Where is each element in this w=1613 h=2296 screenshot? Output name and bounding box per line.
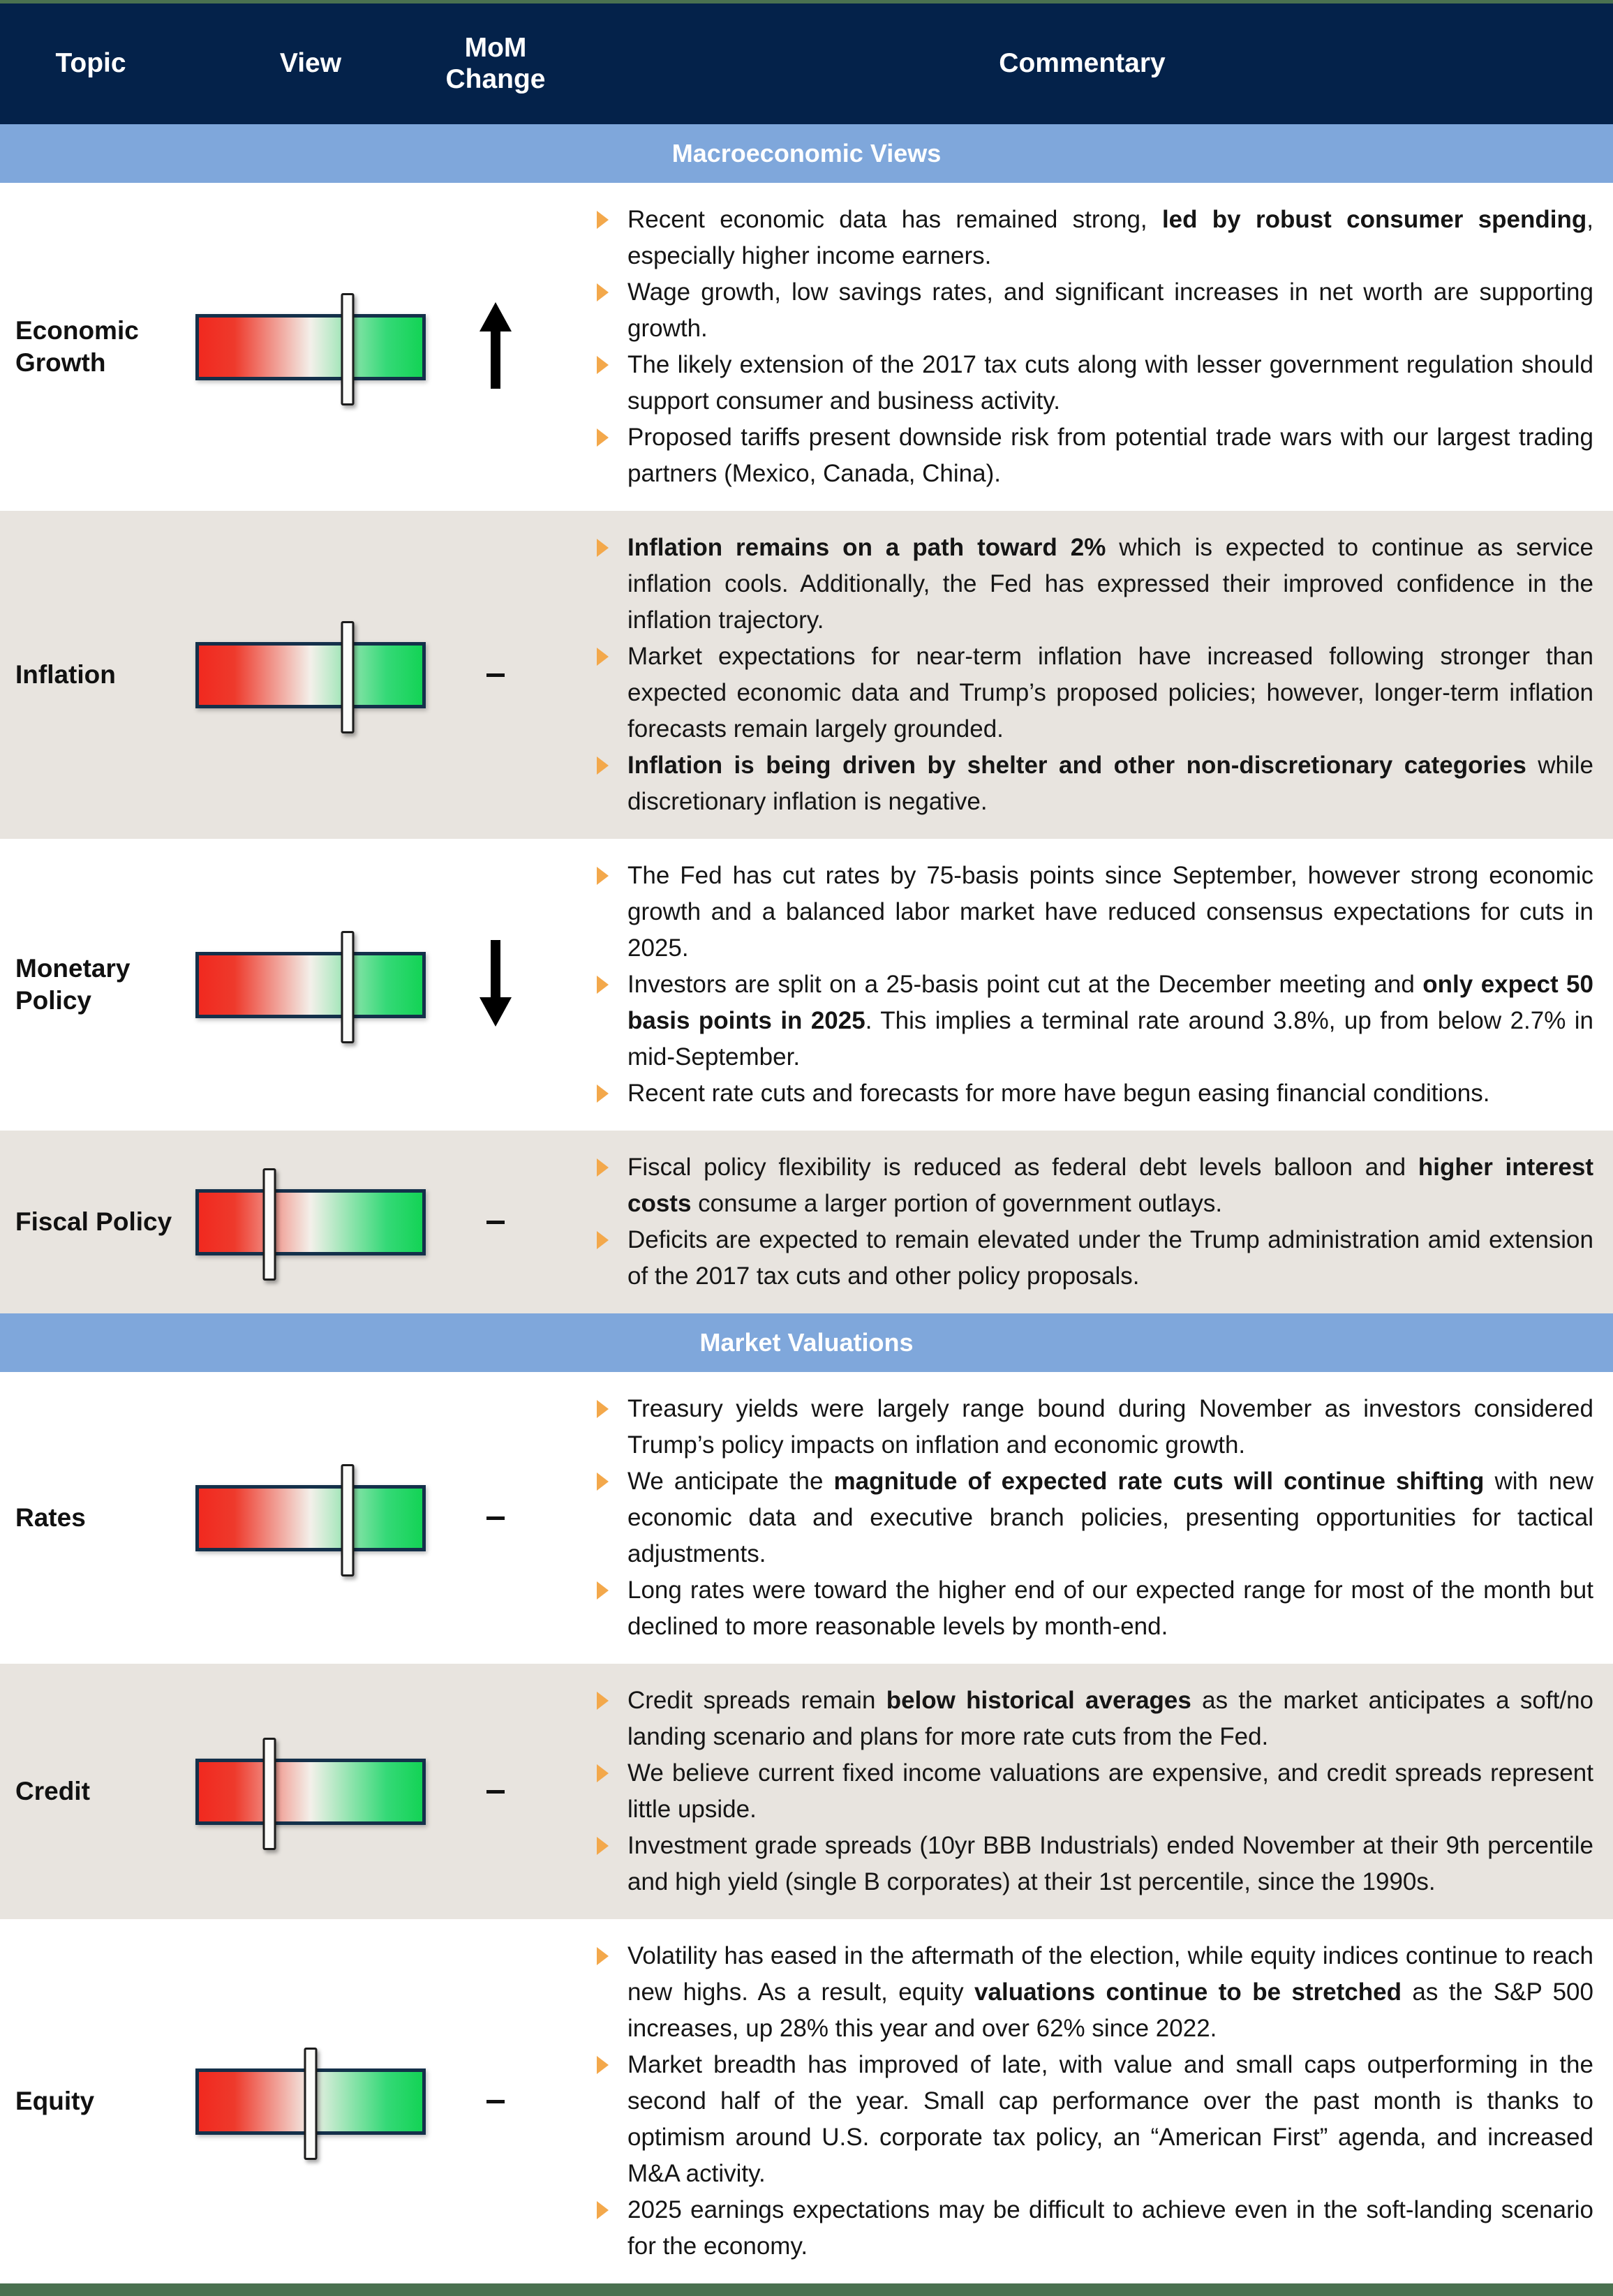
bullet-text: Fiscal policy flexibility is reduced as federal debt levels balloon and higher interest costs consume a larger portion of government outlays. (627, 1154, 1593, 1217)
view-cell (195, 952, 426, 1018)
commentary-list (551, 1149, 1613, 1295)
table-row (0, 1372, 1613, 1664)
bullet-triangle-icon (597, 539, 609, 557)
view-slider (195, 1485, 426, 1551)
slider-gradient-track (195, 1759, 426, 1825)
table-row (0, 511, 1613, 839)
commentary-bullet (597, 347, 1593, 419)
commentary-list (551, 858, 1613, 1112)
commentary-bullet (597, 202, 1593, 274)
topic-label: Monetary Policy (15, 953, 131, 1015)
table-row (0, 1919, 1613, 2283)
slider-gradient-track (195, 642, 426, 708)
bullet-triangle-icon (597, 1400, 609, 1418)
commentary-bullet (597, 1075, 1593, 1112)
slider-marker (262, 1168, 276, 1281)
slider-gradient-track (195, 1485, 426, 1551)
table-body (0, 124, 1613, 2283)
commentary-bullet (597, 2192, 1593, 2265)
bullet-triangle-icon (597, 2056, 609, 2074)
bullet-text: Recent economic data has remained strong, led by robust consumer spending, especially higher income earners. (627, 206, 1593, 269)
bullet-triangle-icon (597, 1581, 609, 1600)
commentary-bullet (597, 1222, 1593, 1295)
bullet-triangle-icon (597, 1473, 609, 1491)
mom-change-cell (480, 940, 512, 1030)
mom-change-cell (486, 2100, 505, 2103)
topic-label: Economic Growth (15, 315, 139, 377)
bullet-text: 2025 earnings expectations may be difficult to achieve even in the soft-landing scenario for the economy. (627, 2196, 1593, 2260)
bullet-triangle-icon (597, 211, 609, 229)
slider-marker (304, 2048, 318, 2160)
table-row (0, 183, 1613, 511)
bullet-triangle-icon (597, 1231, 609, 1249)
commentary-bullet (597, 1149, 1593, 1222)
commentary-list (551, 530, 1613, 820)
bullet-triangle-icon (597, 648, 609, 666)
topic-label: Equity (15, 2086, 95, 2115)
section-title: Market Valuations (699, 1328, 914, 1357)
bullet-triangle-icon (597, 1158, 609, 1177)
bottom-accent-bar (0, 2283, 1613, 2296)
commentary-list (551, 1683, 1613, 1900)
slider-marker (262, 1738, 276, 1850)
bullet-text: Deficits are expected to remain elevated under the Trump administration amid extension of the 2017 tax cuts and other policy proposals. (627, 1226, 1593, 1290)
bullet-triangle-icon (597, 428, 609, 447)
bullet-text: Investment grade spreads (10yr BBB Industrials) ended November at their 9th percentile and high yield (single B corporates) at their 1st percentile, since the 1990s. (627, 1832, 1593, 1895)
bullet-text: Market breadth has improved of late, with value and small caps outperforming in the second half of the year. Small cap performance over the past month is thanks to optimism around U.S. corporate tax policy, an “American First” agenda, and increased M&A activity. (627, 2051, 1593, 2187)
column-header-view: View (279, 48, 342, 79)
bullet-triangle-icon (597, 356, 609, 374)
commentary-bullet (597, 858, 1593, 967)
view-slider (195, 1189, 426, 1255)
bullet-text: Credit spreads remain below historical averages as the market anticipates a soft/no landing scenario and plans for more rate cuts from the Fed. (627, 1687, 1593, 1750)
bullet-triangle-icon (597, 867, 609, 885)
view-cell (195, 1189, 426, 1255)
commentary-bullet (597, 967, 1593, 1075)
table-row (0, 839, 1613, 1131)
bullet-text: Inflation is being driven by shelter and other non-discretionary categories while discretionary inflation is negative. (627, 752, 1594, 815)
topic-label: Rates (15, 1503, 86, 1532)
mom-change-cell (486, 673, 505, 677)
bullet-triangle-icon (597, 976, 609, 994)
slider-marker (341, 931, 354, 1043)
table-row (0, 1664, 1613, 1919)
section-header (0, 1313, 1613, 1372)
table-header (0, 3, 1613, 124)
mom-unchanged-dash-icon (486, 2100, 505, 2103)
slider-marker (341, 293, 354, 405)
commentary-bullet (597, 1572, 1593, 1645)
commentary-bullet (597, 639, 1593, 747)
column-header-commentary: Commentary (999, 48, 1166, 79)
column-header-mom-change: MoM Change (445, 32, 546, 94)
view-cell (195, 642, 426, 708)
bullet-text: Recent rate cuts and forecasts for more have begun easing financial conditions. (627, 1080, 1490, 1107)
slider-gradient-track (195, 1189, 426, 1255)
bullet-triangle-icon (597, 1947, 609, 1965)
bullet-text: Volatility has eased in the aftermath of the election, while equity indices continue to reach new highs. As a result, equity valuations continue to be stretched as the S&P 500 increases, up 28% this year and over 62% since 2022. (627, 1942, 1593, 2042)
commentary-bullet (597, 1391, 1593, 1463)
commentary-bullet (597, 1938, 1593, 2047)
view-slider (195, 952, 426, 1018)
mom-change-cell (480, 302, 512, 392)
view-cell (195, 1759, 426, 1825)
section-header (0, 124, 1613, 183)
bullet-text: We anticipate the magnitude of expected rate cuts will continue shifting with new economic data and executive branch policies, presenting opportunities for tactical adjustments. (627, 1468, 1593, 1567)
commentary-bullet (597, 274, 1593, 347)
view-cell (195, 1485, 426, 1551)
commentary-bullet (597, 1683, 1593, 1755)
view-slider (195, 1759, 426, 1825)
view-slider (195, 314, 426, 380)
bullet-text: Inflation remains on a path toward 2% which is expected to continue as service inflation cools. Additionally, the Fed has expressed their improved confidence in the inflation trajectory. (627, 534, 1593, 634)
bullet-triangle-icon (597, 2201, 609, 2219)
slider-marker (341, 621, 354, 733)
commentary-bullet (597, 2047, 1593, 2192)
slider-marker (341, 1464, 354, 1576)
bullet-text: Treasury yields were largely range bound during November as investors considered Trump’s policy impacts on inflation and economic growth. (627, 1395, 1593, 1459)
bullet-text: Proposed tariffs present downside risk from potential trade wars with our largest trading partners (Mexico, Canada, China). (627, 424, 1593, 487)
mom-unchanged-dash-icon (486, 1221, 505, 1224)
bullet-text: The Fed has cut rates by 75-basis points since September, however strong economic growth and a balanced labor market have reduced consensus expectations for cuts in 2025. (627, 862, 1593, 962)
bullet-text: Investors are split on a 25-basis point cut at the December meeting and only expect 50 basis points in 2025. This implies a terminal rate around 3.8%, up from below 2.7% in mid-September. (627, 971, 1594, 1071)
commentary-list (551, 202, 1613, 492)
mom-change-cell (486, 1516, 505, 1520)
bullet-text: The likely extension of the 2017 tax cuts along with lesser government regulation should support consumer and business activity. (627, 351, 1593, 415)
bullet-triangle-icon (597, 1084, 609, 1103)
mom-unchanged-dash-icon (486, 1516, 505, 1520)
commentary-bullet (597, 747, 1593, 820)
bullet-text: Wage growth, low savings rates, and significant increases in net worth are supporting growth. (627, 278, 1593, 342)
bullet-triangle-icon (597, 756, 609, 775)
commentary-bullet (597, 419, 1593, 492)
commentary-bullet (597, 1755, 1593, 1828)
slider-gradient-track (195, 314, 426, 380)
mom-unchanged-dash-icon (486, 1790, 505, 1794)
view-slider (195, 2068, 426, 2135)
commentary-bullet (597, 530, 1593, 639)
view-cell (195, 314, 426, 380)
bullet-text: Long rates were toward the higher end of our expected range for most of the month but declined to more reasonable levels by month-end. (627, 1576, 1593, 1640)
topic-label: Credit (15, 1776, 90, 1805)
mom-down-arrow-icon (480, 940, 512, 1027)
bullet-text: Market expectations for near-term inflation have increased following stronger than expected economic data and Trump’s proposed policies; however, longer-term inflation forecasts remain largely grounded. (627, 643, 1593, 743)
bullet-triangle-icon (597, 1837, 609, 1855)
mom-up-arrow-icon (480, 302, 512, 389)
mom-change-cell (486, 1221, 505, 1224)
commentary-list (551, 1938, 1613, 2265)
slider-gradient-track (195, 952, 426, 1018)
commentary-bullet (597, 1463, 1593, 1572)
topic-label: Fiscal Policy (15, 1207, 172, 1236)
mom-change-cell (486, 1790, 505, 1794)
bullet-triangle-icon (597, 1764, 609, 1782)
topic-label: Inflation (15, 659, 116, 689)
commentary-list (551, 1391, 1613, 1645)
bullet-triangle-icon (597, 283, 609, 301)
commentary-bullet (597, 1828, 1593, 1900)
section-title: Macroeconomic Views (671, 139, 942, 167)
view-slider (195, 642, 426, 708)
view-cell (195, 2068, 426, 2135)
column-header-topic: Topic (55, 48, 126, 79)
mom-unchanged-dash-icon (486, 673, 505, 677)
table-row (0, 1131, 1613, 1313)
bullet-triangle-icon (597, 1692, 609, 1710)
bullet-text: We believe current fixed income valuations are expensive, and credit spreads represent little upside. (627, 1759, 1593, 1823)
